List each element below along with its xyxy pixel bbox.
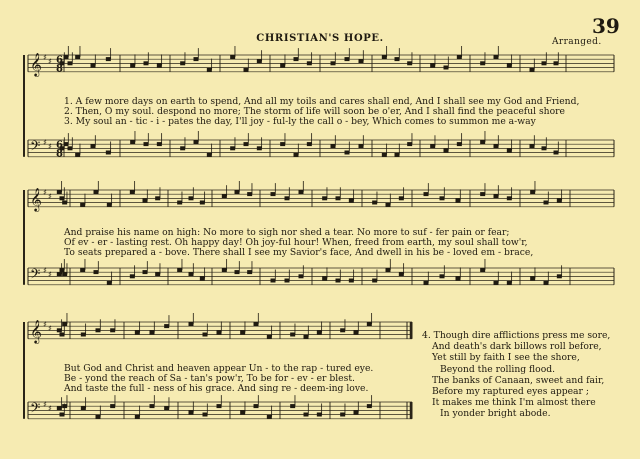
note-head — [217, 404, 222, 408]
sharp-icon: ♯ — [43, 400, 47, 409]
note-head — [240, 330, 245, 334]
note-head — [157, 142, 162, 146]
note-head — [110, 404, 115, 408]
note-head — [367, 322, 372, 326]
note-head — [106, 151, 111, 155]
note-head — [143, 198, 148, 202]
time-signature-digit: 8 — [56, 148, 63, 160]
note-head — [135, 330, 140, 334]
note-head — [267, 335, 272, 339]
note-head — [367, 404, 372, 408]
note-head — [480, 61, 485, 65]
note-head — [200, 201, 205, 205]
note-head — [164, 406, 169, 410]
note-head — [317, 413, 322, 417]
note-head — [60, 196, 65, 200]
note-head — [494, 55, 499, 59]
note-head — [203, 333, 208, 337]
note-head — [194, 140, 199, 144]
note-head — [60, 333, 65, 337]
note-head — [317, 330, 322, 334]
note-head — [354, 330, 359, 334]
lyric-line: But God and Christ and heaven appear Un - to the rap - tured eye. — [64, 363, 374, 374]
note-head — [189, 322, 194, 326]
note-head — [150, 330, 155, 334]
note-head — [91, 63, 96, 67]
note-head — [507, 281, 512, 285]
note-head — [280, 63, 285, 67]
lyric-line: And praise his name on high: No more to sigh nor shed a tear. No more to suf - fer pain or fear; — [64, 227, 510, 238]
lyric-line: To seats prepared a - bove. There shall I see my Savior's face, And dwell in his be - loved em - brace, — [64, 247, 534, 258]
note-head — [143, 270, 148, 274]
note-head — [81, 333, 86, 337]
note-head — [290, 333, 295, 337]
note-head — [544, 281, 549, 285]
note-head — [110, 328, 115, 332]
lyric-line: 1. A few more days on earth to spend, And all my toils and cares shall end, And I shall see my God and Friend, — [64, 96, 580, 107]
note-head — [75, 153, 80, 157]
note-head — [307, 142, 312, 146]
stanza-line: 4. Though dire afflictions press me sore, — [422, 330, 611, 341]
note-head — [554, 61, 559, 65]
stanza-line: In yonder bright abode. — [440, 408, 551, 420]
note-head — [285, 279, 290, 283]
time-signature-digit: 6 — [56, 55, 63, 66]
note-head — [96, 415, 101, 419]
arranger-credit: Arranged. — [552, 37, 602, 47]
lyric-line: 2. Then, O my soul. despond no more; The storm of life will soon be o'er, And I shall find the peaceful shore — [64, 106, 565, 117]
note-head — [235, 270, 240, 274]
stanza-4 — [422, 330, 610, 420]
bass-clef-icon: 𝄢 — [30, 138, 41, 157]
note-head — [349, 279, 354, 283]
note-head — [294, 57, 299, 61]
note-head — [480, 140, 485, 144]
note-head — [57, 328, 62, 332]
note-head — [359, 144, 364, 148]
note-head — [480, 268, 485, 272]
stanza-line: Before my raptured eyes appear ; — [432, 386, 589, 398]
treble-clef-icon: 𝄞 — [30, 52, 42, 76]
time-signature-digit: 6 — [56, 140, 63, 151]
sharp-icon: ♯ — [48, 57, 52, 66]
bass-clef-icon: 𝄢 — [30, 400, 41, 419]
note-head — [444, 66, 449, 70]
note-head — [230, 146, 235, 150]
note-head — [177, 201, 182, 205]
note-head — [494, 194, 499, 198]
note-head — [207, 68, 212, 72]
note-head — [80, 268, 85, 272]
note-head — [322, 196, 327, 200]
lyric-line: Of ev - er - lasting rest. Oh happy day! Oh joy-ful hour! When, freed from earth, my soul shall tow'r, — [64, 237, 528, 248]
note-head — [130, 274, 135, 278]
bass-clef-icon: 𝄢 — [30, 266, 41, 285]
note-head — [107, 281, 112, 285]
hymn-title: CHRISTIAN'S HOPE. — [256, 33, 384, 44]
note-head — [440, 274, 445, 278]
note-head — [130, 190, 135, 194]
stanza-line: And death's dark billows roll before, — [432, 341, 602, 353]
sharp-icon: ♯ — [48, 270, 52, 279]
note-head — [304, 335, 309, 339]
note-head — [57, 190, 62, 194]
note-head — [530, 144, 535, 148]
time-signature-digit: 8 — [56, 63, 63, 75]
note-head — [349, 198, 354, 202]
note-head — [222, 268, 227, 272]
note-head — [235, 190, 240, 194]
note-head — [372, 279, 377, 283]
note-head — [189, 272, 194, 276]
lyric-line: 3. My soul an - tic - i - pates the day, I'll joy - ful-ly the call o - bey, Which comes to summon me a-way — [64, 116, 536, 127]
note-head — [62, 404, 67, 408]
note-head — [200, 276, 205, 280]
note-head — [456, 198, 461, 202]
note-head — [386, 268, 391, 272]
note-head — [290, 404, 295, 408]
note-head — [271, 192, 276, 196]
note-head — [244, 142, 249, 146]
note-head — [217, 330, 222, 334]
note-head — [554, 151, 559, 155]
note-head — [207, 153, 212, 157]
note-head — [60, 413, 65, 417]
note-head — [155, 272, 160, 276]
note-head — [144, 61, 149, 65]
note-head — [247, 192, 252, 196]
note-head — [257, 59, 262, 63]
note-head — [157, 63, 162, 67]
sharp-icon: ♯ — [48, 324, 52, 333]
sharp-icon: ♯ — [43, 53, 47, 62]
note-head — [60, 268, 65, 272]
note-head — [507, 196, 512, 200]
note-head — [544, 201, 549, 205]
note-head — [91, 144, 96, 148]
lyric-line: Be - yond the reach of Sa - tan's pow'r, To be for - ev - er blest. — [64, 373, 355, 384]
note-head — [399, 196, 404, 200]
note-head — [382, 55, 387, 59]
sharp-icon: ♯ — [43, 188, 47, 197]
note-head — [254, 322, 259, 326]
note-head — [494, 144, 499, 148]
note-head — [336, 196, 341, 200]
note-head — [254, 404, 259, 408]
stanza-line: The banks of Canaan, sweet and fair, — [432, 374, 605, 386]
note-head — [94, 270, 99, 274]
note-head — [280, 142, 285, 146]
note-head — [399, 272, 404, 276]
note-head — [336, 279, 341, 283]
note-head — [407, 61, 412, 65]
note-head — [285, 196, 290, 200]
note-head — [372, 201, 377, 205]
note-head — [180, 146, 185, 150]
sharp-icon: ♯ — [48, 142, 52, 151]
note-head — [457, 142, 462, 146]
note-head — [307, 61, 312, 65]
note-head — [257, 146, 262, 150]
note-head — [194, 57, 199, 61]
note-head — [189, 196, 194, 200]
note-head — [240, 410, 245, 414]
note-head — [424, 281, 429, 285]
note-head — [164, 324, 169, 328]
note-head — [542, 146, 547, 150]
note-head — [494, 281, 499, 285]
note-head — [247, 270, 252, 274]
note-head — [542, 61, 547, 65]
sharp-icon: ♯ — [43, 138, 47, 147]
note-head — [430, 144, 435, 148]
note-head — [294, 153, 299, 157]
note-head — [359, 59, 364, 63]
note-head — [267, 415, 272, 419]
note-head — [222, 194, 227, 198]
note-head — [94, 190, 99, 194]
note-head — [424, 192, 429, 196]
stanza-line: It makes me think I'm almost there — [432, 397, 596, 409]
note-head — [331, 61, 336, 65]
note-head — [456, 276, 461, 280]
note-head — [530, 276, 535, 280]
sharp-icon: ♯ — [43, 320, 47, 329]
note-head — [386, 203, 391, 207]
note-head — [430, 63, 435, 67]
note-head — [81, 406, 86, 410]
treble-clef-icon: 𝄞 — [30, 187, 42, 211]
note-head — [507, 63, 512, 67]
note-head — [507, 148, 512, 152]
note-head — [75, 55, 80, 59]
page-number: 39 — [592, 14, 620, 38]
note-head — [345, 151, 350, 155]
note-head — [144, 142, 149, 146]
note-head — [130, 140, 135, 144]
note-head — [322, 276, 327, 280]
treble-clef-icon: 𝄞 — [30, 319, 42, 343]
note-head — [354, 410, 359, 414]
sharp-icon: ♯ — [48, 192, 52, 201]
note-head — [340, 413, 345, 417]
note-head — [457, 55, 462, 59]
sharp-icon: ♯ — [43, 266, 47, 275]
sharp-icon: ♯ — [48, 404, 52, 413]
note-head — [180, 61, 185, 65]
note-head — [395, 153, 400, 157]
note-head — [80, 203, 85, 207]
note-head — [557, 198, 562, 202]
stanza-line: Beyond the rolling flood. — [440, 363, 556, 375]
note-head — [135, 415, 140, 419]
note-head — [130, 63, 135, 67]
note-head — [345, 57, 350, 61]
note-head — [407, 142, 412, 146]
note-head — [299, 190, 304, 194]
note-head — [444, 148, 449, 152]
note-head — [62, 322, 67, 326]
note-head — [177, 268, 182, 272]
note-head — [340, 328, 345, 332]
note-head — [155, 196, 160, 200]
note-head — [480, 192, 485, 196]
note-head — [530, 68, 535, 72]
note-head — [107, 203, 112, 207]
note-head — [395, 57, 400, 61]
stanza-line: Yet still by faith I see the shore, — [432, 352, 580, 364]
note-head — [440, 196, 445, 200]
note-head — [62, 201, 67, 205]
note-head — [150, 404, 155, 408]
note-head — [62, 272, 67, 276]
note-head — [68, 146, 73, 150]
note-head — [57, 272, 62, 276]
note-head — [68, 61, 73, 65]
note-head — [230, 55, 235, 59]
note-head — [57, 406, 62, 410]
note-head — [557, 274, 562, 278]
note-head — [382, 153, 387, 157]
note-head — [331, 144, 336, 148]
note-head — [96, 328, 101, 332]
note-head — [106, 57, 111, 61]
note-head — [304, 413, 309, 417]
lyric-line: And taste the full - ness of his grace. And sing re - deem-ing love. — [64, 383, 369, 394]
note-head — [189, 410, 194, 414]
note-head — [244, 68, 249, 72]
note-head — [299, 274, 304, 278]
note-head — [271, 279, 276, 283]
note-head — [530, 190, 535, 194]
note-head — [203, 413, 208, 417]
